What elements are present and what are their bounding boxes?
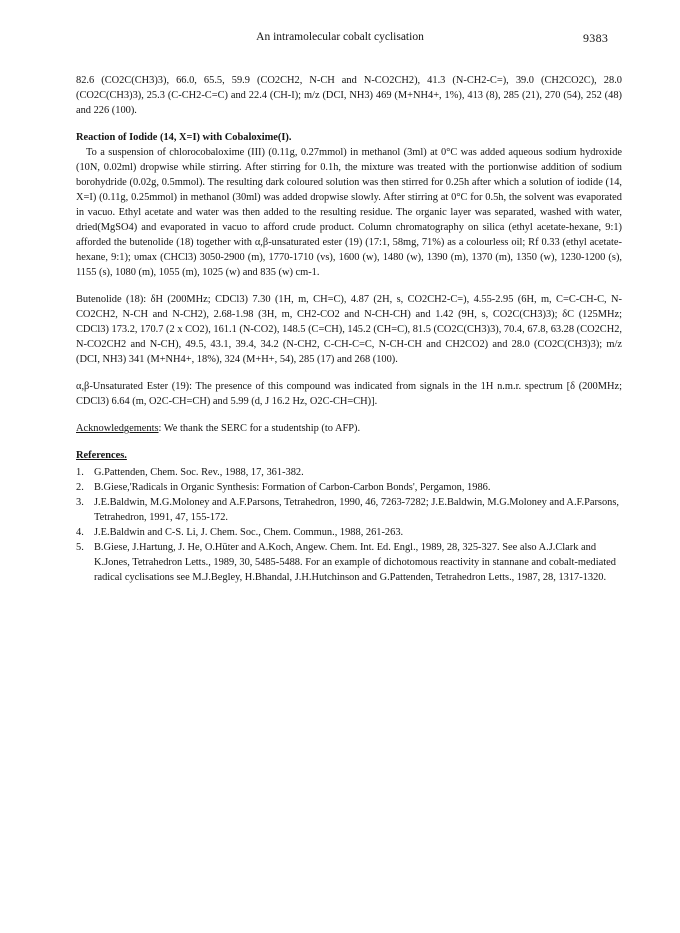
acknowledgements-label: Acknowledgements xyxy=(76,423,159,434)
reference-text: J.E.Baldwin, M.G.Moloney and A.F.Parsons, Tetrahedron, 1990, 46, 7263-7282; J.E.Baldwin, M.G.Moloney and A.F.Parsons, Tetrahedron, 1991, 47, 155-172. xyxy=(94,497,620,523)
reference-item xyxy=(76,540,622,585)
reference-item xyxy=(76,465,622,480)
reference-number: 4. xyxy=(76,527,84,538)
page-header xyxy=(0,31,680,47)
reference-number: 2. xyxy=(76,482,84,493)
page-number: 9383 xyxy=(583,31,609,45)
reference-text: G.Pattenden, Chem. Soc. Rev., 1988, 17, 361-382. xyxy=(94,467,304,478)
reference-number: 1. xyxy=(76,467,84,478)
experimental-procedure: To a suspension of chlorocobaloxime (III) (0.11g, 0.27mmol) in methanol (3ml) at 0°C was added aqueous sodium hydroxide (10N, 0.02ml) dropwise while stirring. After stirring for 0.1h, the mixture was treated with the portionwise addition of sodium borohydride (0.02g, 0.5mmol). The resulting dark coloured solution was then stirred for 0.25h after which a solution of iodide (14, X=I) (0.11g, 0.25mmol) in methanol (30ml) was added dropwise slowly. After stirring at 0°C for 0.5h, the solvent was evaporated in vacuo. Ethyl acetate and water was then added to the resulting residue. The organic layer was separated, washed with water, dried(MgSO4) and evaporated in vacuo to afford crude product. Column chromatography on silica (ethyl acetate-hexane, 9:1) afforded the butenolide (18) together with α,β-unsaturated ester (19) (17:1, 58mg, 71%) as a colourless oil; Rf 0.33 (ethyl acetate-hexane, 9:1); υmax (CHCl3) 3050-2900 (m), 1770-1710 (vs), 1600 (w), 1480 (w), 1390 (m), 1370 (m), 1350 (w), 1230-1200 (s), 1155 (s), 1080 (m), 1055 (m), 1025 (w) and 835 (w) cm-1. xyxy=(76,147,622,278)
references-heading: References. xyxy=(76,450,127,461)
butenolide-spectral-data: Butenolide (18): δH (200MHz; CDCl3) 7.30 (1H, m, CH=C), 4.87 (2H, s, CO2CH2-C=), 4.55-2.95 (6H, m, C=C-CH-C, N-CO2CH2, N-CH and N-CH2), 2.68-1.98 (3H, m, CH2-CO2 and N-CH-CH) and 1.42 (9H, s, CO2C(CH3)3); δC (125MHz; CDCl3) 173.2, 170.7 (2 x CO2), 161.1 (N-CO2), 148.5 (C=CH), 145.2 (CH=C), 81.5 (CO2C(CH3)3), 70.4, 67.8, 63.28 (CO2CH2, N-CO2CH2 and N-CH), 49.5, 43.1, 39.4, 34.2 (N-CH2, C-CH-C=C, N-CH-CH and CH2CO2) and 28.0 (CO2C(CH3)3); m/z (DCI, NH3) 341 (M+NH4+, 18%), 324 (M+H+, 54), 285 (17) and 268 (100). xyxy=(76,294,622,365)
ester-spectral-data: α,β-Unsaturated Ester (19): The presence of this compound was indicated from signals in the 1H n.m.r. spectrum [δ (200MHz; CDCl3) 6.64 (m, O2C-CH=CH) and 5.99 (d, J 16.2 Hz, O2C-CH=CH)]. xyxy=(76,381,622,407)
reference-number: 5. xyxy=(76,542,84,553)
acknowledgements xyxy=(76,421,622,436)
reference-item xyxy=(76,480,622,495)
reference-text: B.Giese, J.Hartung, J. He, O.Hüter and A.Koch, Angew. Chem. Int. Ed. Engl., 1989, 28, 325-327. See also A.J.Clark and K.Jones, Tetrahedron Letts., 1989, 30, 5485-5488. For an example of dichotomous reactivity in stannane and cobalt-mediated radical cyclisations see M.J.Begley, H.Bhandal, J.H.Hutchinson and G.Pattenden, Tetrahedron Letts., 1987, 28, 1317-1320. xyxy=(94,542,616,583)
references-list xyxy=(76,465,622,585)
reference-item xyxy=(76,495,622,525)
spectral-data-continued: 82.6 (CO2C(CH3)3), 66.0, 65.5, 59.9 (CO2CH2, N-CH and N-CO2CH2), 41.3 (N-CH2-C=), 39.0 (CH2CO2C), 28.0 (CO2C(CH3)3), 25.3 (C-CH2-C=C) and 22.4 (CH-I); m/z (DCI, NH3) 469 (M+NH4+, 1%), 413 (8), 285 (21), 270 (54), 252 (48) and 226 (100). xyxy=(76,75,622,116)
reference-text: B.Giese,'Radicals in Organic Synthesis: Formation of Carbon-Carbon Bonds', Pergamon, 1986. xyxy=(94,482,491,493)
running-title: An intramolecular cobalt cyclisation xyxy=(256,31,424,43)
acknowledgements-text: : We thank the SERC for a studentship (to AFP). xyxy=(158,423,361,434)
reference-number: 3. xyxy=(76,497,84,508)
reference-item xyxy=(76,525,622,540)
reference-text: J.E.Baldwin and C-S. Li, J. Chem. Soc., Chem. Commun., 1988, 261-263. xyxy=(94,527,404,538)
section-heading: Reaction of Iodide (14, X=I) with Cobaloxime(I). xyxy=(76,132,292,143)
page-body xyxy=(76,73,622,585)
